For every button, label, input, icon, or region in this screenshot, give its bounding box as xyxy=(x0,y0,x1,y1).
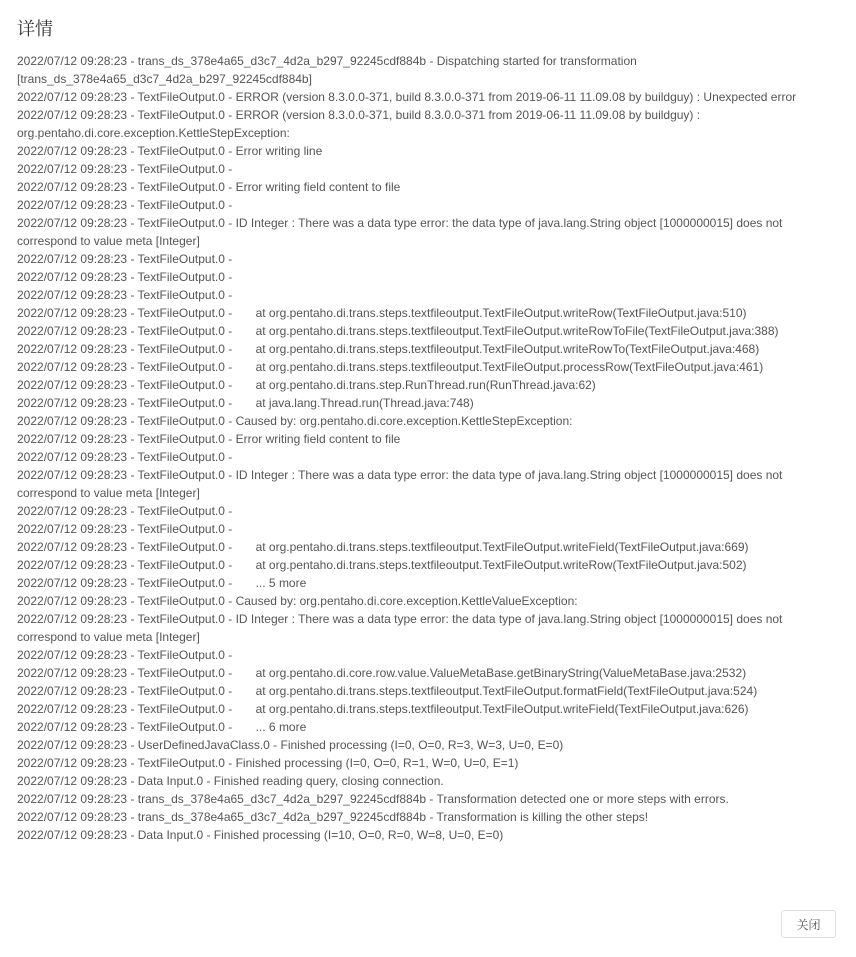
log-line: 2022/07/12 09:28:23 - TextFileOutput.0 - ID Integer : There was a data type error: the data type of java.lang.String object [1000000015] does not correspond to value meta [Integer] xyxy=(17,612,786,644)
log-line: 2022/07/12 09:28:23 - TextFileOutput.0 - ID Integer : There was a data type error: the data type of java.lang.String object [1000000015] does not correspond to value meta [Integer] xyxy=(17,216,786,248)
log-line: 2022/07/12 09:28:23 - TextFileOutput.0 - at org.pentaho.di.trans.steps.textfileoutput.TextFileOutput.writeField(TextFileOutput.java:626) xyxy=(17,702,749,716)
log-line: 2022/07/12 09:28:23 - TextFileOutput.0 - xyxy=(17,504,233,518)
log-line: 2022/07/12 09:28:23 - Data Input.0 - Finished reading query, closing connection. xyxy=(17,774,444,788)
log-line: 2022/07/12 09:28:23 - TextFileOutput.0 - xyxy=(17,522,233,536)
log-line: 2022/07/12 09:28:23 - trans_ds_378e4a65_d3c7_4d2a_b297_92245cdf884b - Transformation detected one or more steps with errors. xyxy=(17,792,729,806)
dialog-title: 详情 xyxy=(17,19,53,40)
log-line: 2022/07/12 09:28:23 - TextFileOutput.0 - at org.pentaho.di.trans.steps.textfileoutput.TextFileOutput.writeRowToFile(TextFileOutput.java:388) xyxy=(17,324,779,338)
log-line: 2022/07/12 09:28:23 - TextFileOutput.0 - ID Integer : There was a data type error: the data type of java.lang.String object [1000000015] does not correspond to value meta [Integer] xyxy=(17,468,786,500)
log-line: 2022/07/12 09:28:23 - TextFileOutput.0 - xyxy=(17,198,233,212)
log-line: 2022/07/12 09:28:23 - TextFileOutput.0 - Error writing field content to file xyxy=(17,432,401,446)
log-line: 2022/07/12 09:28:23 - TextFileOutput.0 - ... 6 more xyxy=(17,720,307,734)
log-line: 2022/07/12 09:28:23 - TextFileOutput.0 - Caused by: org.pentaho.di.core.exception.KettleStepException: xyxy=(17,414,573,428)
log-line: 2022/07/12 09:28:23 - TextFileOutput.0 - at org.pentaho.di.core.row.value.ValueMetaBase.getBinaryString(ValueMetaBase.java:2532) xyxy=(17,666,747,680)
log-line: 2022/07/12 09:28:23 - TextFileOutput.0 - xyxy=(17,648,233,662)
log-line: 2022/07/12 09:28:23 - TextFileOutput.0 - ERROR (version 8.3.0.0-371, build 8.3.0.0-371 from 2019-06-11 11.09.08 by buildguy) : org.pentaho.di.core.exception.KettleStepException: xyxy=(17,108,704,140)
log-line: 2022/07/12 09:28:23 - trans_ds_378e4a65_d3c7_4d2a_b297_92245cdf884b - Transformation is killing the other steps! xyxy=(17,810,649,824)
log-line: 2022/07/12 09:28:23 - TextFileOutput.0 - xyxy=(17,252,233,266)
log-line: 2022/07/12 09:28:23 - TextFileOutput.0 - ERROR (version 8.3.0.0-371, build 8.3.0.0-371 from 2019-06-11 11.09.08 by buildguy) : Unexpected error xyxy=(17,90,797,104)
log-line: 2022/07/12 09:28:23 - Data Input.0 - Finished processing (I=10, O=0, R=0, W=8, U=0, E=0) xyxy=(17,828,504,842)
log-line: 2022/07/12 09:28:23 - TextFileOutput.0 - Caused by: org.pentaho.di.core.exception.KettleValueException: xyxy=(17,594,578,608)
log-line: 2022/07/12 09:28:23 - TextFileOutput.0 - xyxy=(17,450,233,464)
log-line: 2022/07/12 09:28:23 - TextFileOutput.0 - Finished processing (I=0, O=0, R=1, W=0, U=0, E=1) xyxy=(17,756,519,770)
log-output xyxy=(17,52,817,844)
log-line: 2022/07/12 09:28:23 - TextFileOutput.0 - Error writing field content to file xyxy=(17,180,401,194)
log-line: 2022/07/12 09:28:23 - TextFileOutput.0 - at org.pentaho.di.trans.steps.textfileoutput.TextFileOutput.formatField(TextFileOutput.java:524) xyxy=(17,684,758,698)
log-line: 2022/07/12 09:28:23 - TextFileOutput.0 - xyxy=(17,162,233,176)
log-line: 2022/07/12 09:28:23 - TextFileOutput.0 - at org.pentaho.di.trans.steps.textfileoutput.TextFileOutput.writeRow(TextFileOutput.java:502) xyxy=(17,558,747,572)
log-line: 2022/07/12 09:28:23 - TextFileOutput.0 - at java.lang.Thread.run(Thread.java:748) xyxy=(17,396,474,410)
log-line: 2022/07/12 09:28:23 - trans_ds_378e4a65_d3c7_4d2a_b297_92245cdf884b - Dispatching started for transformation [trans_ds_378e4a65_d3c7_4d2a_b297_92245cdf884b] xyxy=(17,54,641,86)
log-line: 2022/07/12 09:28:23 - TextFileOutput.0 - at org.pentaho.di.trans.steps.textfileoutput.TextFileOutput.processRow(TextFileOutput.java:461) xyxy=(17,360,764,374)
log-line: 2022/07/12 09:28:23 - TextFileOutput.0 - at org.pentaho.di.trans.step.RunThread.run(RunThread.java:62) xyxy=(17,378,596,392)
log-line: 2022/07/12 09:28:23 - TextFileOutput.0 - Error writing line xyxy=(17,144,323,158)
log-line: 2022/07/12 09:28:23 - UserDefinedJavaClass.0 - Finished processing (I=0, O=0, R=3, W=3, U=0, E=0) xyxy=(17,738,564,752)
log-line: 2022/07/12 09:28:23 - TextFileOutput.0 - ... 5 more xyxy=(17,576,307,590)
log-line: 2022/07/12 09:28:23 - TextFileOutput.0 - at org.pentaho.di.trans.steps.textfileoutput.TextFileOutput.writeRowTo(TextFileOutput.java:468) xyxy=(17,342,760,356)
log-line: 2022/07/12 09:28:23 - TextFileOutput.0 - at org.pentaho.di.trans.steps.textfileoutput.TextFileOutput.writeField(TextFileOutput.java:669) xyxy=(17,540,749,554)
close-button[interactable]: 关闭 xyxy=(781,910,836,938)
log-line: 2022/07/12 09:28:23 - TextFileOutput.0 - at org.pentaho.di.trans.steps.textfileoutput.TextFileOutput.writeRow(TextFileOutput.java:510) xyxy=(17,306,747,320)
log-line: 2022/07/12 09:28:23 - TextFileOutput.0 - xyxy=(17,270,233,284)
log-line: 2022/07/12 09:28:23 - TextFileOutput.0 - xyxy=(17,288,233,302)
